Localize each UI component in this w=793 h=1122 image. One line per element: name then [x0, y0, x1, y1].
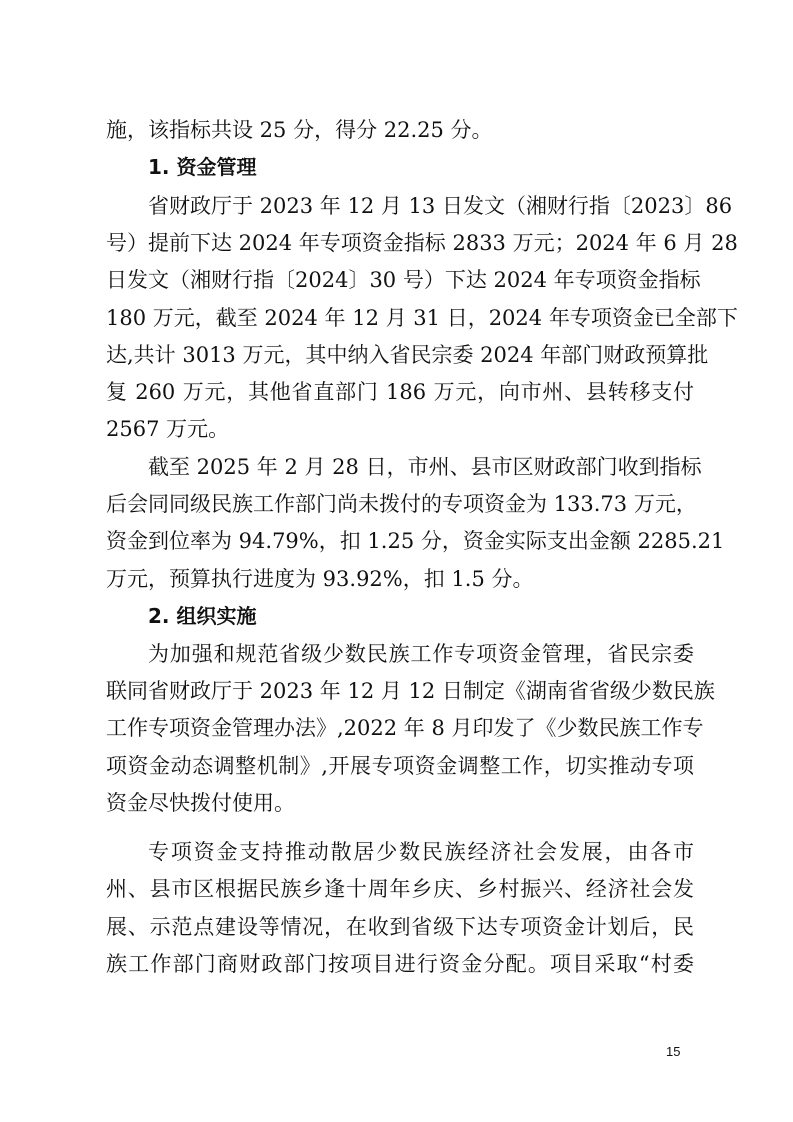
text-line: 施，该指标共设 25 分，得分 22.25 分。 [106, 118, 493, 142]
text-line: 达,共计 3013 万元，其中纳入省民宗委 2024 年部门财政预算批 [106, 343, 709, 367]
text-line: 资金到位率为 94.79%，扣 1.25 分，资金实际支出金额 2285.21 [106, 529, 725, 553]
text-line: 复 260 万元，其他省直部门 186 万元，向市州、县转移支付 [106, 380, 694, 404]
text-line: 工作专项资金管理办法》,2022 年 8 月印发了《少数民族工作专 [106, 716, 704, 740]
text-line: 省财政厅于 2023 年 12 月 13 日发文（湘财行指〔2023〕86 [148, 194, 733, 218]
text-line: 族工作部门商财政部门按项目进行资金分配。项目采取“村委 [106, 952, 694, 976]
text-line: 180 万元，截至 2024 年 12 月 31 日，2024 年专项资金已全部下 [106, 306, 738, 330]
page-number: 15 [666, 1044, 681, 1059]
text-line: 2567 万元。 [106, 417, 230, 441]
text-line: 号）提前下达 2024 年专项资金指标 2833 万元；2024 年 6 月 28 [106, 231, 738, 255]
text-line: 后会同同级民族工作部门尚未拨付的专项资金为 133.73 万元， [106, 492, 697, 516]
text-line: 截至 2025 年 2 月 28 日，市州、县市区财政部门收到指标 [148, 455, 702, 479]
text-line: 专项资金支持推动散居少数民族经济社会发展，由各市 [148, 840, 694, 864]
text-line: 资金尽快拨付使用。 [106, 791, 295, 815]
text-line: 万元，预算执行进度为 93.92%，扣 1.5 分。 [106, 567, 534, 591]
section-heading-fund-management: 1. 资金管理 [148, 155, 257, 179]
text-line: 州、县市区根据民族乡逢十周年乡庆、乡村振兴、经济社会发 [106, 877, 694, 901]
text-line: 项资金动态调整机制》,开展专项资金调整工作，切实推动专项 [106, 754, 694, 778]
text-line: 日发文（湘财行指〔2024〕30 号）下达 2024 年专项资金指标 [106, 268, 701, 292]
text-line: 联同省财政厅于 2023 年 12 月 12 日制定《湖南省省级少数民族 [106, 679, 715, 703]
text-line: 为加强和规范省级少数民族工作专项资金管理，省民宗委 [148, 642, 694, 666]
section-heading-organization: 2. 组织实施 [148, 604, 257, 628]
text-line: 展、示范点建设等情况，在收到省级下达专项资金计划后，民 [106, 915, 694, 939]
